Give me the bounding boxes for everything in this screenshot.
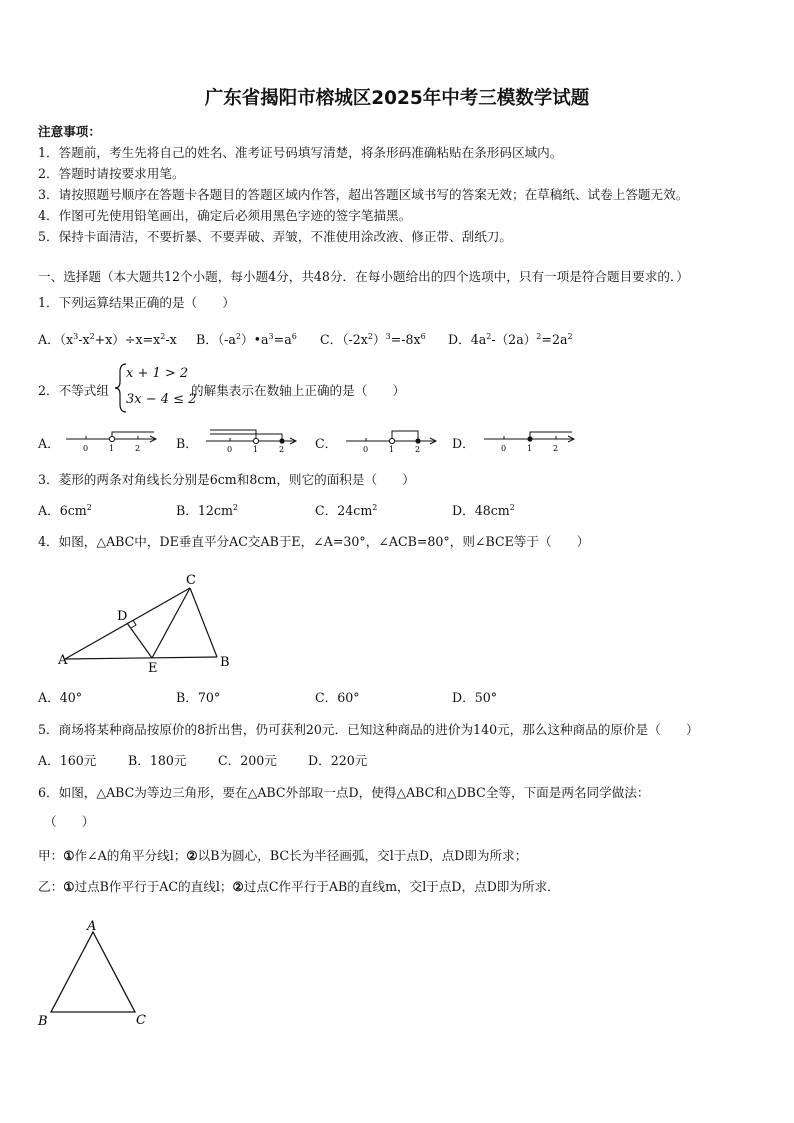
- tick-label: 2: [135, 444, 141, 453]
- tick-label: 1: [389, 445, 395, 454]
- tick-label: 0: [227, 445, 233, 454]
- q4-stem: 4．如图，△ABC中，DE垂直平分AC交AB于E，∠A=30°，∠ACB=80°，则∠BCE等于（ ）: [38, 534, 590, 549]
- q2-ineq-2: 3x − 4 ≤ 2: [126, 392, 197, 407]
- page-title: 广东省揭阳市榕城区2025年中考三模数学试题: [204, 88, 590, 109]
- q2-ineq-1: x + 1 > 2: [126, 366, 189, 381]
- q5-option-a: A．160元: [38, 753, 97, 768]
- label-e: E: [148, 661, 158, 676]
- tick-label: 0: [501, 444, 507, 453]
- q5-option-b: B．180元: [128, 753, 187, 768]
- q2-option-b-label: B．: [176, 436, 198, 451]
- notice-heading: 注意事项：: [38, 124, 101, 139]
- q3-stem: 3．菱形的两条对角线长分别是6cm和8cm，则它的面积是（ ）: [38, 472, 415, 487]
- tick-label: 2: [279, 445, 285, 454]
- label-b: B: [38, 1014, 48, 1029]
- q4-option-d: D．50°: [452, 690, 498, 705]
- tick-label: 0: [363, 445, 369, 454]
- section-heading: 一、选择题（本大题共12个小题，每小题4分，共48分．在每小题给出的四个选项中，只有一项是符合题目要求的．）: [38, 269, 689, 284]
- q1-option-d: D．$4a^2-(2a)^2=2a^2$: [448, 331, 573, 347]
- notice-item-4: 4．作图可先使用铅笔画出，确定后必须用黑色字迹的签字笔描黑。: [38, 208, 412, 223]
- tick-label: 1: [109, 444, 115, 453]
- q3-option-a: A．$6cm^2$: [38, 502, 92, 518]
- q4-option-b: B．70°: [176, 690, 221, 705]
- notice-item-2: 2．答题时请按要求用笔。: [38, 166, 185, 181]
- q4-triangle-figure: [55, 568, 245, 678]
- q2-numberline-c: [344, 426, 440, 454]
- q4-option-c: C．60°: [315, 690, 360, 705]
- q2-numberline-b: [204, 426, 300, 454]
- tick-label: 1: [527, 444, 533, 453]
- q3-option-b: B．$12cm^2$: [176, 502, 238, 518]
- tick-label: 0: [83, 444, 89, 453]
- q2-option-a-label: A．: [38, 436, 60, 451]
- notice-item-1: 1．答题前，考生先将自己的姓名、准考证号码填写清楚，将条形码准确粘贴在条形码区域内。: [38, 145, 563, 160]
- q5-option-c: C．200元: [218, 753, 277, 768]
- notice-item-3: 3．请按照题号顺序在答题卡各题目的答题区域内作答，超出答题区域书写的答案无效；在草稿纸、试卷上答题无效。: [38, 187, 689, 202]
- q2-stem-pre: 2．不等式组: [38, 383, 109, 398]
- q2-option-d-label: D．: [452, 436, 475, 451]
- tick-label: 2: [415, 445, 421, 454]
- label-a: A: [87, 919, 97, 934]
- q5-stem: 5．商场将某种商品按原价的8折出售，仍可获利20元．已知这种商品的进价为140元，那么这种商品的原价是（ ）: [38, 722, 699, 737]
- q2-stem-post: 的解集表示在数轴上正确的是（ ）: [191, 383, 406, 398]
- q6-paren: （ ）: [44, 814, 95, 829]
- label-d: D: [117, 609, 128, 624]
- q2-numberline-d: [482, 426, 578, 454]
- q6-stem: 6．如图，△ABC为等边三角形，要在△ABC外部取一点D，使得△ABC和△DBC全等，下面是两名同学做法：: [38, 785, 650, 800]
- q5-option-d: D．220元: [308, 753, 368, 768]
- label-b: B: [220, 655, 230, 670]
- q2-option-c-label: C．: [315, 436, 338, 451]
- q1-option-b: B．$(-a^2)•a^3=a^6$: [196, 331, 297, 347]
- q4-option-a: A．40°: [38, 690, 83, 705]
- q6-method-jia: 甲：①作∠A的角平分线l；②以B为圆心，BC长为半径画弧，交l于点D，点D即为所求；: [38, 848, 528, 863]
- notice-item-5: 5．保持卡面清洁，不要折暴、不要弄破、弄皱，不准使用涂改液、修正带、刮纸刀。: [38, 229, 512, 244]
- label-c: C: [186, 573, 196, 588]
- q3-option-d: D．$48cm^2$: [452, 502, 515, 518]
- q6-equilateral-figure: [34, 918, 164, 1030]
- tick-label: 1: [253, 445, 259, 454]
- label-a: A: [58, 653, 68, 668]
- q6-method-yi: 乙：①过点B作平行于AC的直线l；②过点C作平行于AB的直线m，交l于点D，点D即为所求．: [38, 879, 560, 894]
- tick-label: 2: [553, 444, 559, 453]
- q1-option-a: A．$(x^3-x^2+x)\div x=x^2-x$: [38, 331, 177, 347]
- q2-numberline-a: [64, 426, 160, 454]
- label-c: C: [136, 1013, 146, 1028]
- q1-option-c: C．$(-2x^2)^3=-8x^6$: [320, 331, 426, 347]
- q3-option-c: C．$24cm^2$: [315, 502, 378, 518]
- q1-stem: 1．下列运算结果正确的是（ ）: [38, 295, 235, 310]
